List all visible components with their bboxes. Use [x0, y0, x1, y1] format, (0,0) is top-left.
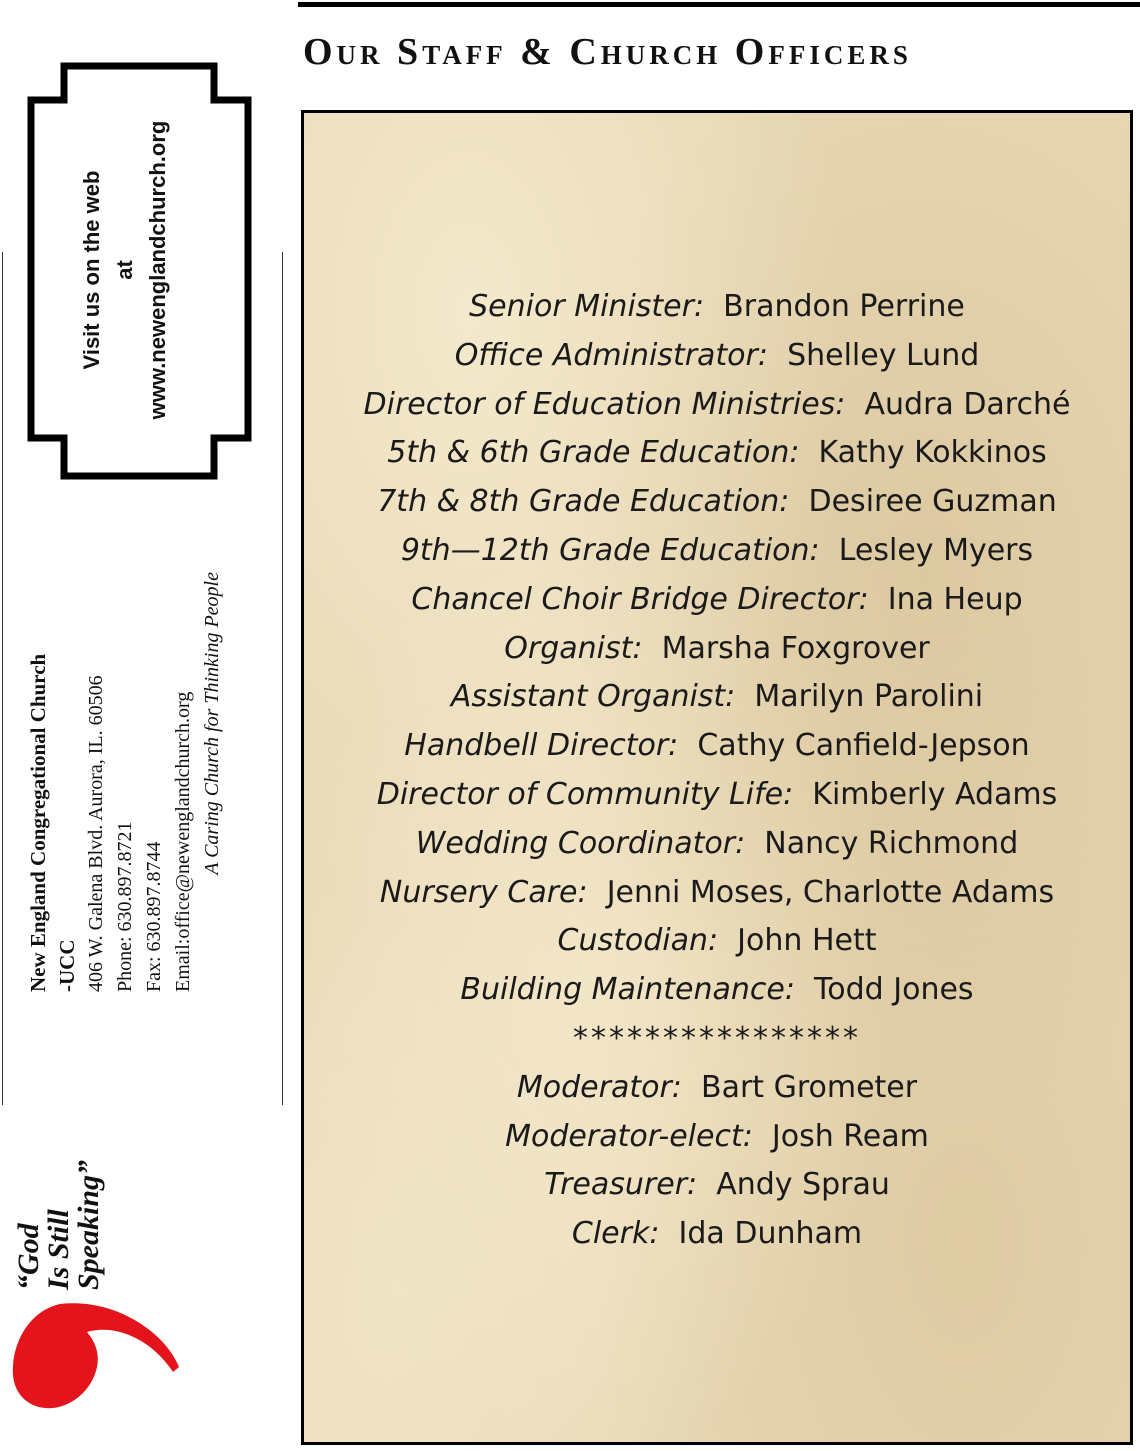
staff-row — [304, 869, 1130, 918]
officer-role: Moderator: — [516, 1069, 682, 1105]
staff-name: Cathy Canfield-Jepson — [697, 728, 1030, 764]
staff-row — [304, 576, 1130, 625]
staff-name: Marilyn Parolini — [754, 679, 984, 715]
staff-row — [304, 673, 1130, 722]
comma-logo-icon — [5, 1292, 185, 1450]
staff-name: Jenni Moses, Charlotte Adams — [606, 874, 1055, 910]
church-tagline: A Caring Church for Thinking People — [201, 572, 223, 875]
right-divider — [282, 252, 283, 1105]
staff-role: 7th & 8th Grade Education: — [377, 484, 790, 520]
officer-row — [304, 1064, 1130, 1113]
church-email[interactable]: Email:office@newenglandchurch.org — [172, 691, 194, 992]
staff-panel — [301, 110, 1133, 1445]
staff-row — [304, 527, 1130, 576]
officer-role: Moderator-elect: — [505, 1118, 753, 1154]
website-url[interactable]: www.newenglandchurch.org — [145, 120, 170, 420]
staff-role: Building Maintenance: — [460, 972, 795, 1008]
officer-row — [304, 1161, 1130, 1210]
staff-name: Marsha Foxgrover — [661, 630, 930, 666]
staff-name: Todd Jones — [814, 972, 974, 1008]
church-name-suffix: -UCC — [55, 939, 79, 992]
separator-stars: **************** — [573, 1020, 861, 1056]
logo-line-3: Speaking” — [72, 1159, 105, 1290]
staff-row — [304, 966, 1130, 1015]
staff-role: Director of Community Life: — [376, 776, 794, 812]
top-rule — [298, 2, 1140, 7]
church-fax: Fax: 630.897.8744 — [143, 841, 165, 992]
staff-role: Assistant Organist: — [450, 679, 736, 715]
staff-row — [304, 917, 1130, 966]
staff-name: John Hett — [737, 923, 877, 959]
church-address-block — [24, 572, 227, 992]
officer-row — [304, 1113, 1130, 1162]
staff-name: Shelley Lund — [787, 337, 980, 373]
staff-name: Lesley Myers — [838, 532, 1034, 568]
staff-name: Brandon Perrine — [723, 289, 965, 324]
staff-row — [304, 381, 1130, 430]
staff-role: Director of Education Ministries: — [363, 386, 846, 422]
staff-name: Kathy Kokkinos — [818, 435, 1047, 471]
officer-name: Andy Sprau — [716, 1167, 890, 1203]
officer-name: Josh Ream — [771, 1118, 929, 1154]
officer-role: Clerk: — [571, 1216, 660, 1252]
web-box-text — [75, 120, 174, 420]
staff-row — [304, 283, 1130, 332]
staff-name: Audra Darché — [864, 386, 1071, 422]
staff-list — [304, 283, 1130, 1259]
officer-name: Bart Grometer — [700, 1069, 918, 1105]
page-title: Our Staff & Church Officers — [303, 31, 912, 73]
church-name: New England Congregational Church — [26, 653, 50, 992]
staff-name: Nancy Richmond — [764, 825, 1019, 861]
staff-row — [304, 429, 1130, 478]
web-line-2: at — [112, 260, 137, 280]
staff-row — [304, 332, 1130, 381]
staff-name: Desiree Guzman — [808, 484, 1057, 520]
officer-name: Ida Dunham — [678, 1216, 863, 1252]
staff-role: Nursery Care: — [379, 874, 588, 910]
staff-row — [304, 478, 1130, 527]
officer-row — [304, 1210, 1130, 1259]
church-address: 406 W. Galena Blvd. Aurora, IL. 60506 — [85, 675, 107, 992]
staff-role: Senior Minister: — [469, 289, 705, 324]
officer-role: Treasurer: — [544, 1167, 698, 1203]
staff-role: Wedding Coordinator: — [415, 825, 746, 861]
logo-line-1: “God — [12, 1223, 45, 1290]
staff-row — [304, 625, 1130, 674]
staff-role: Custodian: — [557, 923, 719, 959]
staff-role: Office Administrator: — [454, 337, 768, 373]
logo-text — [14, 1160, 104, 1290]
staff-row — [304, 820, 1130, 869]
staff-role: 9th—12th Grade Education: — [400, 532, 820, 568]
staff-role: Handbell Director: — [404, 728, 679, 764]
staff-role: Organist: — [504, 630, 643, 666]
web-line-1: Visit us on the web — [79, 170, 104, 370]
logo-line-2: Is Still — [42, 1209, 75, 1290]
staff-role: 5th & 6th Grade Education: — [387, 435, 800, 471]
church-phone: Phone: 630.897.8721 — [114, 821, 136, 992]
staff-name: Ina Heup — [887, 581, 1023, 617]
staff-row — [304, 771, 1130, 820]
staff-row — [304, 722, 1130, 771]
staff-name: Kimberly Adams — [812, 776, 1058, 812]
staff-role: Chancel Choir Bridge Director: — [411, 581, 869, 617]
